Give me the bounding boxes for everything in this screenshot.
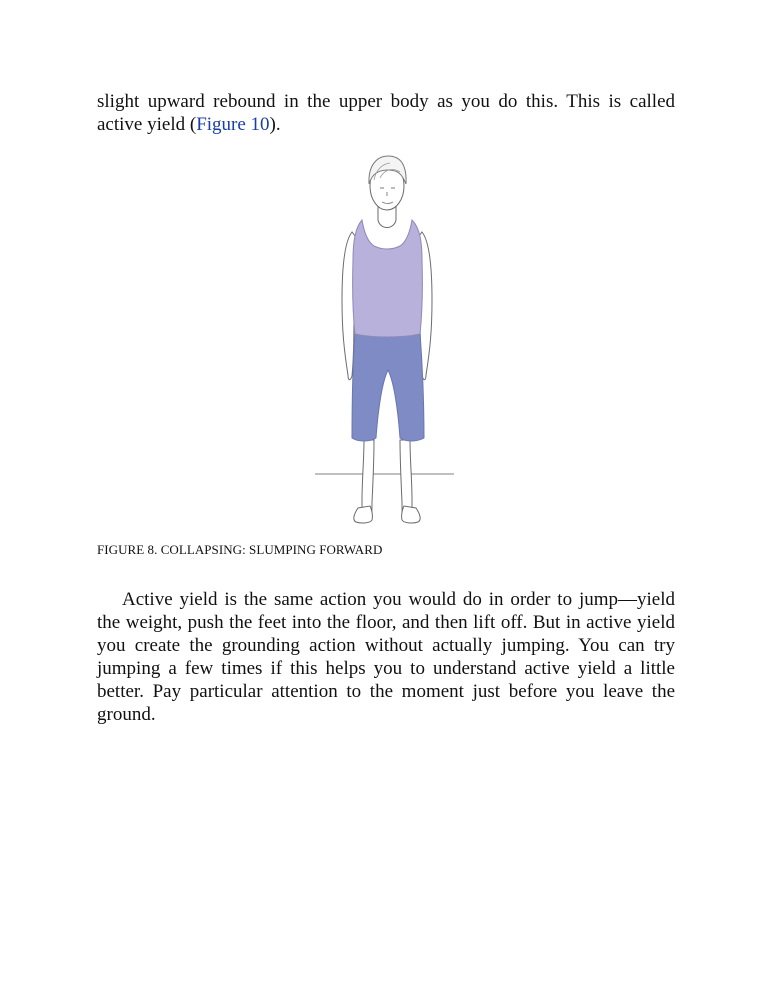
- shirt: [353, 220, 423, 337]
- left-foot: [354, 506, 373, 523]
- figure-10-link[interactable]: Figure 10: [196, 114, 270, 135]
- right-foot: [402, 506, 421, 523]
- paragraph-top-text-after: ).: [269, 114, 281, 135]
- paragraph-top-text-before: slight upward rebound in the upper body as you do this. This is called active yield (: [97, 91, 675, 135]
- figure-caption: FIGURE 8. COLLAPSING: SLUMPING FORWARD: [97, 542, 383, 557]
- paragraph-top: [97, 90, 675, 136]
- paragraph-main: Active yield is the same action you would do in order to jump—yield the weight, push the feet into the floor, and then lift off. But in active yield you create the grounding action without actually jumping. You can try jumping a few times if this helps you to understand active yield a little better. Pay particular attention to the moment just before you leave the ground.: [97, 589, 675, 725]
- pants: [352, 332, 424, 441]
- figure-illustration: [312, 150, 462, 526]
